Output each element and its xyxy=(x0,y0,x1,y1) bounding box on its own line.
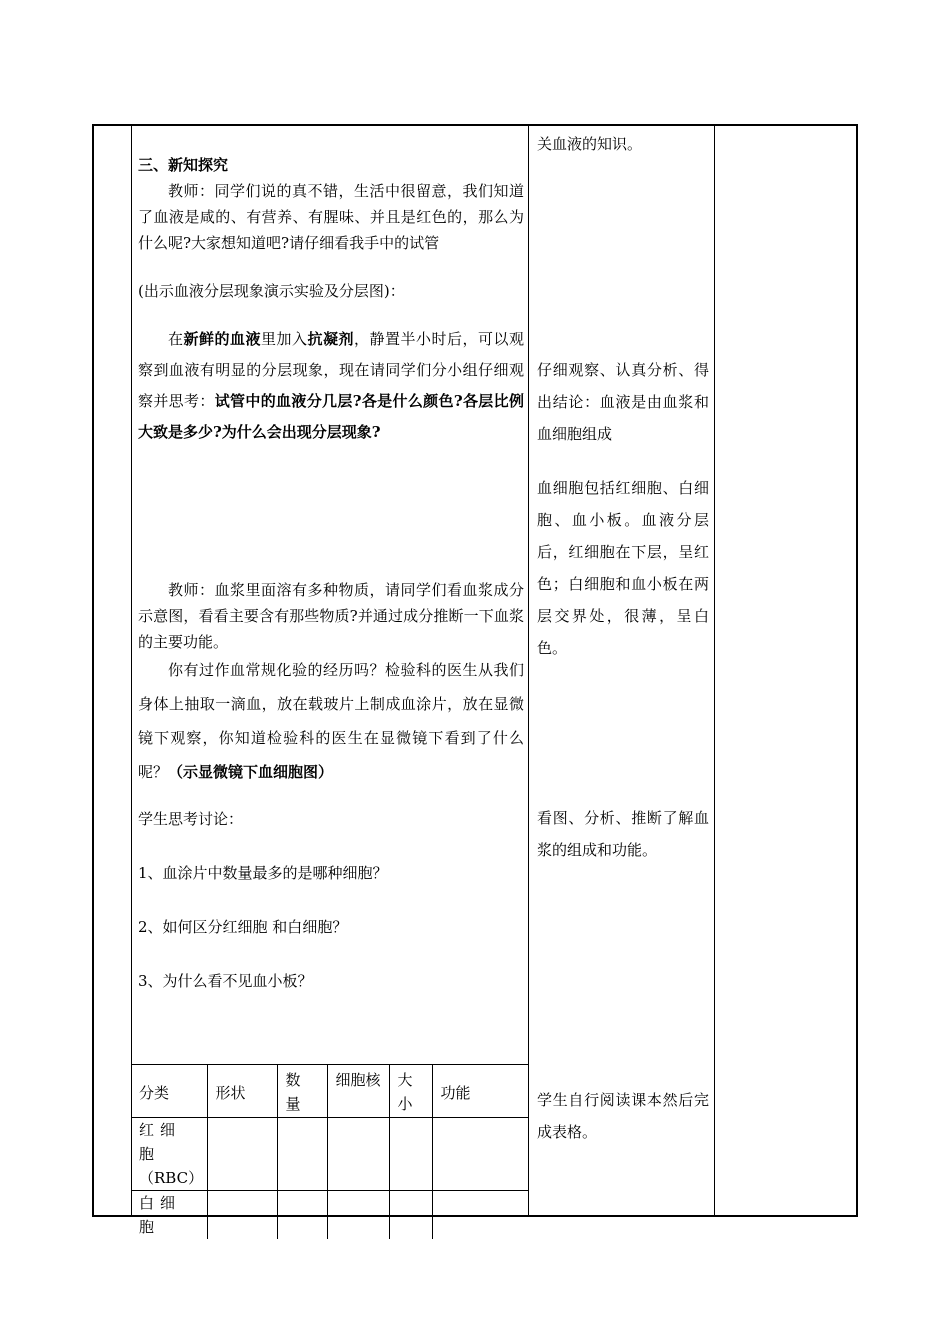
section-title: 三、新知探究 xyxy=(138,156,229,174)
header-cell: 形状 xyxy=(207,1065,277,1118)
column-divider xyxy=(528,126,529,1215)
table-cell xyxy=(327,1191,389,1240)
student-blood-cells: 血细胞包括红细胞、白细胞、血小板。血液分层后，红细胞在下层，呈红色；白细胞和血小板在两层交界处，很薄，呈白色。 xyxy=(537,479,709,657)
teacher-paragraph-3: 教师：血浆里面溶有多种物质，请同学们看血浆成分示意图，看看主要含有那些物质?并通过成分推断一下血浆的主要功能。 xyxy=(138,581,524,651)
table-cell xyxy=(389,1191,432,1240)
table-cell xyxy=(207,1118,277,1191)
question-3: 3、为什么看不见血小板？ xyxy=(138,972,313,990)
student-plasma: 看图、分析、推断了解血浆的组成和功能。 xyxy=(537,809,709,859)
bold-term-fresh-blood: 新鲜的血液 xyxy=(183,330,261,348)
discussion-title: 学生思考讨论： xyxy=(138,810,244,828)
bold-instruction: （示显微镜下血细胞图） xyxy=(168,763,334,781)
student-table-task: 学生自行阅读课本然后完成表格。 xyxy=(537,1091,709,1141)
table-row xyxy=(131,1118,529,1191)
lesson-table xyxy=(92,124,858,1236)
text-run: ，静置半小时后，可以观察到血液有明显的分层现象，现在请同学们分小组仔细观察并思考： xyxy=(138,330,524,410)
teacher-paragraph-1: 教师：同学们说的真不错，生活中很留意，我们知道了血液是咸的、有营养、有腥味、并且是红色的，那么为什么呢?大家想知道吧?请仔细看我手中的试管 xyxy=(138,182,524,252)
text-run: 在 xyxy=(168,330,184,348)
column-divider xyxy=(131,126,132,1215)
cell-abbr: （RBC） xyxy=(139,1169,204,1187)
table-header-row xyxy=(131,1065,529,1118)
header-cell: 数量 xyxy=(277,1065,327,1118)
table-cell xyxy=(327,1118,389,1191)
student-activity-top: 关血液的知识。 xyxy=(537,135,643,153)
teacher-paragraph-4 xyxy=(138,653,524,789)
question-2: 2、如何区分红细胞 和白细胞？ xyxy=(138,918,348,936)
bold-term-anticoagulant: 抗凝剂 xyxy=(307,330,354,348)
bold-questions: 试管中的血液分几层?各是什么颜色?各层比例大致是多少?为什么会出现分层现象? xyxy=(138,392,524,441)
table-cell xyxy=(432,1191,529,1240)
header-cell: 分类 xyxy=(131,1065,207,1118)
table-cell xyxy=(207,1191,277,1240)
header-cell: 大小 xyxy=(389,1065,432,1118)
header-cell: 功能 xyxy=(432,1065,529,1118)
student-observation: 仔细观察、认真分析、得出结论：血液是由血浆和血细胞组成 xyxy=(537,361,709,443)
header-cell: 细胞核 xyxy=(327,1065,389,1118)
cell-name: 红细胞 xyxy=(139,1121,182,1163)
question-1: 1、血涂片中数量最多的是哪种细胞？ xyxy=(138,864,388,882)
demo-note: (出示血液分层现象演示实验及分层图)： xyxy=(138,282,405,300)
table-cell xyxy=(277,1118,327,1191)
table-cell-category: 白细胞 xyxy=(131,1191,207,1240)
table-cell xyxy=(432,1118,529,1191)
table-row xyxy=(131,1191,529,1240)
table-cell-category xyxy=(131,1118,207,1191)
text-run: 里加入 xyxy=(260,330,308,348)
table-cell xyxy=(277,1191,327,1240)
teacher-paragraph-2 xyxy=(138,324,524,448)
table-cell xyxy=(389,1118,432,1191)
column-divider xyxy=(714,126,715,1215)
text-run: 你有过作血常规化验的经历吗？检验科的医生从我们身体上抽取一滴血，放在载玻片上制成血涂片，放在显微镜下观察，你知道检验科的医生在显微镜下看到了什么呢？ xyxy=(138,661,524,781)
blood-cell-table xyxy=(131,1064,529,1236)
